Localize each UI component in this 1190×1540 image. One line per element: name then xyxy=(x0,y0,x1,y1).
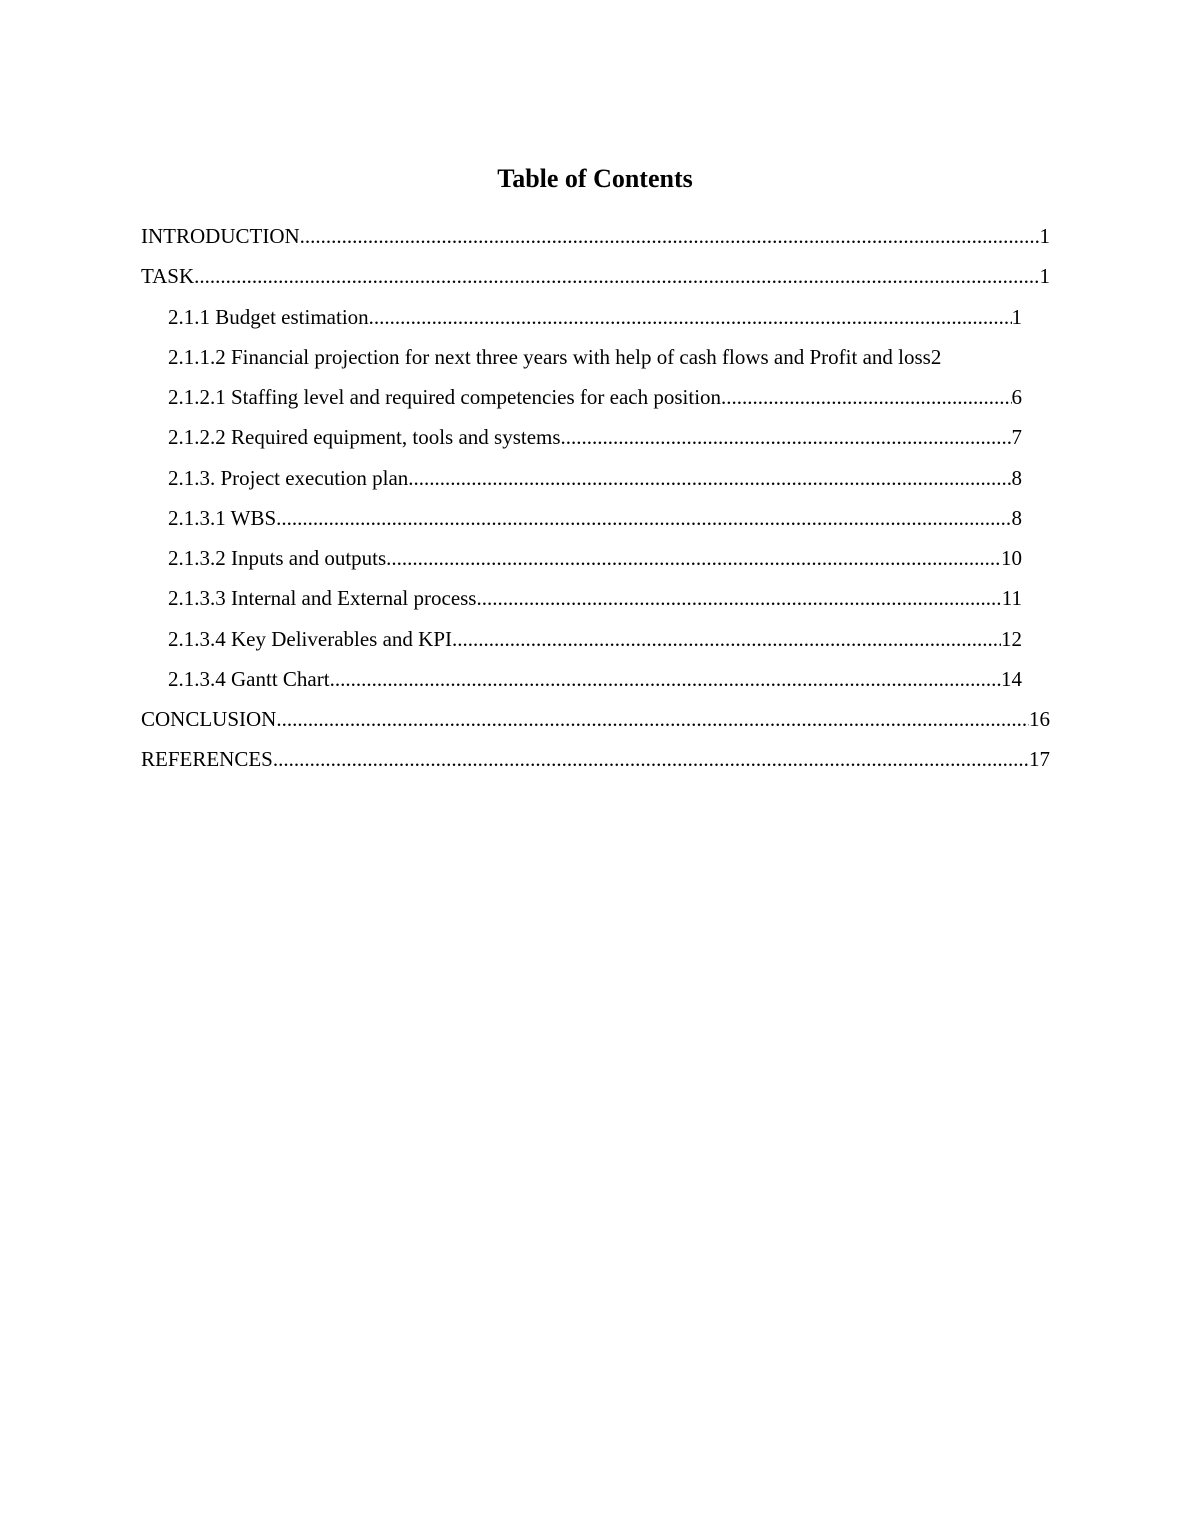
toc-entry-staffing-level[interactable] xyxy=(141,381,1022,421)
toc-entry-gantt-chart[interactable] xyxy=(141,663,1022,703)
toc-entry-project-execution-plan[interactable] xyxy=(141,462,1022,502)
toc-entry-financial-projection[interactable] xyxy=(141,341,1022,381)
toc-entry-page: 10 xyxy=(1001,546,1022,570)
dot-leader xyxy=(273,743,1029,775)
toc-entry-required-equipment[interactable] xyxy=(141,421,1022,461)
dot-leader xyxy=(369,301,1012,333)
toc-entry-label: 2.1.3.4 Gantt Chart xyxy=(168,666,330,691)
dot-leader xyxy=(386,542,1001,574)
toc-entry-introduction[interactable] xyxy=(141,220,1050,260)
toc-entry-label: 2.1.3. Project execution plan xyxy=(168,465,409,490)
toc-list xyxy=(141,220,1050,784)
toc-entry-internal-external-process[interactable] xyxy=(141,582,1022,622)
toc-entry-page: 8 xyxy=(1011,505,1022,530)
toc-entry-label: 2.1.3.4 Key Deliverables and KPI xyxy=(168,626,453,651)
dot-leader xyxy=(561,421,1012,453)
toc-entry-label: REFERENCES xyxy=(141,747,273,772)
toc-entry-label: CONCLUSION xyxy=(141,707,277,731)
toc-entry-page: 1 xyxy=(1039,264,1050,289)
toc-entry-label: 2.1.3.2 Inputs and outputs xyxy=(168,546,387,570)
toc-entry-label: 2.1.2.2 Required equipment, tools and systems xyxy=(168,425,561,450)
toc-entry-page: 7 xyxy=(1011,425,1022,450)
toc-entry-inputs-outputs[interactable] xyxy=(141,542,1022,582)
toc-entry-page: 8 xyxy=(1011,465,1022,490)
dot-leader xyxy=(300,220,1040,252)
toc-entry-page: 2 xyxy=(930,344,942,369)
dot-leader xyxy=(330,663,1001,695)
toc-entry-page: 17 xyxy=(1029,747,1050,772)
toc-entry-budget-estimation[interactable] xyxy=(141,301,1022,341)
dot-leader xyxy=(408,462,1011,494)
toc-entry-label: 2.1.1.2 Financial projection for next three years with help of cash flows and Profit and loss xyxy=(168,344,931,369)
toc-entry-conclusion[interactable] xyxy=(141,703,1050,743)
toc-entry-page: 14 xyxy=(1001,666,1022,691)
dot-leader xyxy=(194,260,1039,292)
toc-entry-page: 1 xyxy=(1039,224,1050,248)
dot-leader xyxy=(276,502,1011,534)
toc-entry-label: 2.1.2.1 Staffing level and required competencies for each position xyxy=(168,385,722,409)
toc-entry-page: 16 xyxy=(1029,707,1050,731)
toc-entry-page: 12 xyxy=(1001,626,1022,651)
toc-entry-label: 2.1.3.1 WBS xyxy=(168,505,277,530)
toc-entry-label: 2.1.1 Budget estimation xyxy=(168,304,369,329)
toc-entry-label: 2.1.3.3 Internal and External process xyxy=(168,586,477,611)
toc-entry-page: 11 xyxy=(1001,586,1022,611)
toc-entry-page: 6 xyxy=(1011,385,1022,409)
toc-title: Table of Contents xyxy=(497,164,693,193)
toc-entry-label: TASK xyxy=(141,264,195,289)
toc-entry-page: 1 xyxy=(1011,304,1022,329)
dot-leader xyxy=(721,381,1011,413)
toc-entry-task[interactable] xyxy=(141,260,1050,300)
dot-leader xyxy=(452,623,1001,655)
toc-entry-key-deliverables[interactable] xyxy=(141,623,1022,663)
dot-leader xyxy=(476,582,1001,614)
toc-entry-references[interactable] xyxy=(141,743,1050,783)
toc-entry-wbs[interactable] xyxy=(141,502,1022,542)
dot-leader xyxy=(276,703,1029,735)
toc-entry-label: INTRODUCTION xyxy=(141,224,300,248)
